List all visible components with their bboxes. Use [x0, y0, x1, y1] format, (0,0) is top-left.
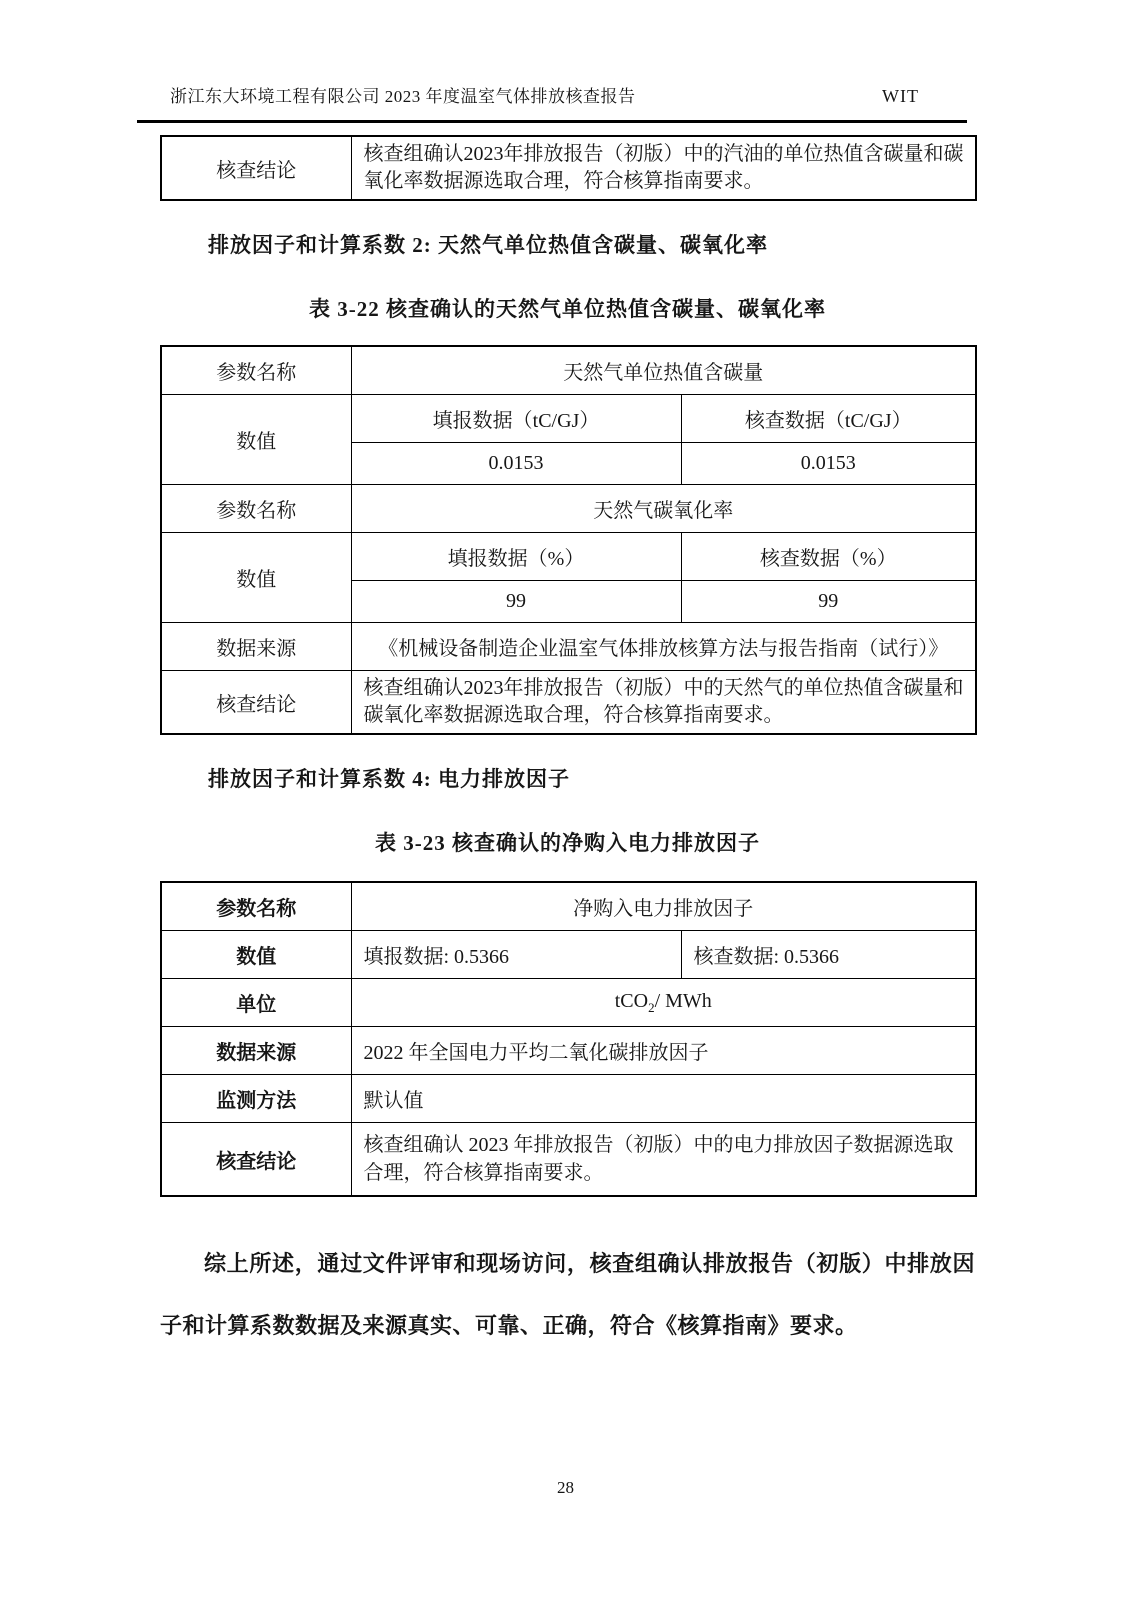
row-label-cell: 参数名称	[161, 882, 351, 931]
verified-header-cell: 核查数据（tC/GJ）	[681, 395, 976, 443]
unit-cell	[351, 979, 976, 1027]
table-row	[161, 395, 976, 443]
monitoring-method-cell: 默认值	[351, 1075, 976, 1123]
header-divider	[137, 120, 967, 123]
row-label-cell: 核查结论	[161, 136, 351, 200]
data-source-cell: 2022 年全国电力平均二氧化碳排放因子	[351, 1027, 976, 1075]
verified-value-cell: 核查数据: 0.5366	[681, 931, 976, 979]
conclusion-cell: 核查组确认2023年排放报告（初版）中的天然气的单位热值含碳量和碳氧化率数据源选取合理，符合核算指南要求。	[351, 671, 976, 735]
reported-value-cell: 0.0153	[351, 443, 681, 485]
table-3-22-caption: 表 3-22 核查确认的天然气单位热值含碳量、碳氧化率	[309, 297, 826, 321]
table-row	[161, 533, 976, 581]
carryover-conclusion-table	[160, 135, 977, 201]
header-title: 浙江东大环境工程有限公司 2023 年度温室气体排放核查报告	[170, 87, 636, 106]
page-number: 28	[557, 1478, 574, 1497]
table-row	[161, 1075, 976, 1123]
table-row	[161, 671, 976, 735]
data-source-cell: 《机械设备制造企业温室气体排放核算方法与报告指南（试行）》	[351, 623, 976, 671]
verified-value-cell: 99	[681, 581, 976, 623]
row-label-cell: 单位	[161, 979, 351, 1027]
row-label-cell: 核查结论	[161, 671, 351, 735]
table-3-23	[160, 881, 977, 1197]
reported-value-cell: 99	[351, 581, 681, 623]
section-heading-4: 排放因子和计算系数 4: 电力排放因子	[208, 767, 570, 791]
unit-subscript: 2	[648, 999, 655, 1015]
param-name-cell: 净购入电力排放因子	[351, 882, 976, 931]
unit-suffix: / MWh	[654, 989, 712, 1012]
param-name-cell: 天然气单位热值含碳量	[351, 346, 976, 395]
table-row	[161, 1123, 976, 1197]
table-3-23-caption: 表 3-23 核查确认的净购入电力排放因子	[375, 831, 760, 855]
row-value-cell: 核查组确认2023年排放报告（初版）中的汽油的单位热值含碳量和碳氧化率数据源选取合理，符合核算指南要求。	[351, 136, 976, 200]
table-row	[161, 136, 976, 200]
page-header	[170, 0, 919, 107]
table-3-22	[160, 345, 977, 735]
table-row	[161, 931, 976, 979]
row-label-cell: 数值	[161, 533, 351, 623]
row-label-cell: 数据来源	[161, 1027, 351, 1075]
row-label-cell: 参数名称	[161, 485, 351, 533]
conclusion-cell: 核查组确认 2023 年排放报告（初版）中的电力排放因子数据源选取合理，符合核算指南要求。	[351, 1123, 976, 1197]
verified-header-cell: 核查数据（%）	[681, 533, 976, 581]
reported-header-cell: 填报数据（tC/GJ）	[351, 395, 681, 443]
table-row	[161, 485, 976, 533]
table-row	[161, 346, 976, 395]
reported-value-cell: 填报数据: 0.5366	[351, 931, 681, 979]
row-label-cell: 数值	[161, 395, 351, 485]
row-label-cell: 数据来源	[161, 623, 351, 671]
reported-header-cell: 填报数据（%）	[351, 533, 681, 581]
row-label-cell: 参数名称	[161, 346, 351, 395]
row-label-cell: 数值	[161, 931, 351, 979]
section-heading-2: 排放因子和计算系数 2: 天然气单位热值含碳量、碳氧化率	[208, 233, 768, 257]
header-logo-text: WIT	[882, 86, 919, 106]
closing-paragraph: 综上所述，通过文件评审和现场访问，核查组确认排放报告（初版）中排放因子和计算系数数据及来源真实、可靠、正确，符合《核算指南》要求。	[160, 1251, 975, 1338]
verified-value-cell: 0.0153	[681, 443, 976, 485]
table-row	[161, 979, 976, 1027]
param-name-cell: 天然气碳氧化率	[351, 485, 976, 533]
table-row	[161, 1027, 976, 1075]
table-row	[161, 882, 976, 931]
row-label-cell: 核查结论	[161, 1123, 351, 1197]
table-row	[161, 623, 976, 671]
row-label-cell: 监测方法	[161, 1075, 351, 1123]
unit-prefix: tCO	[614, 989, 649, 1012]
